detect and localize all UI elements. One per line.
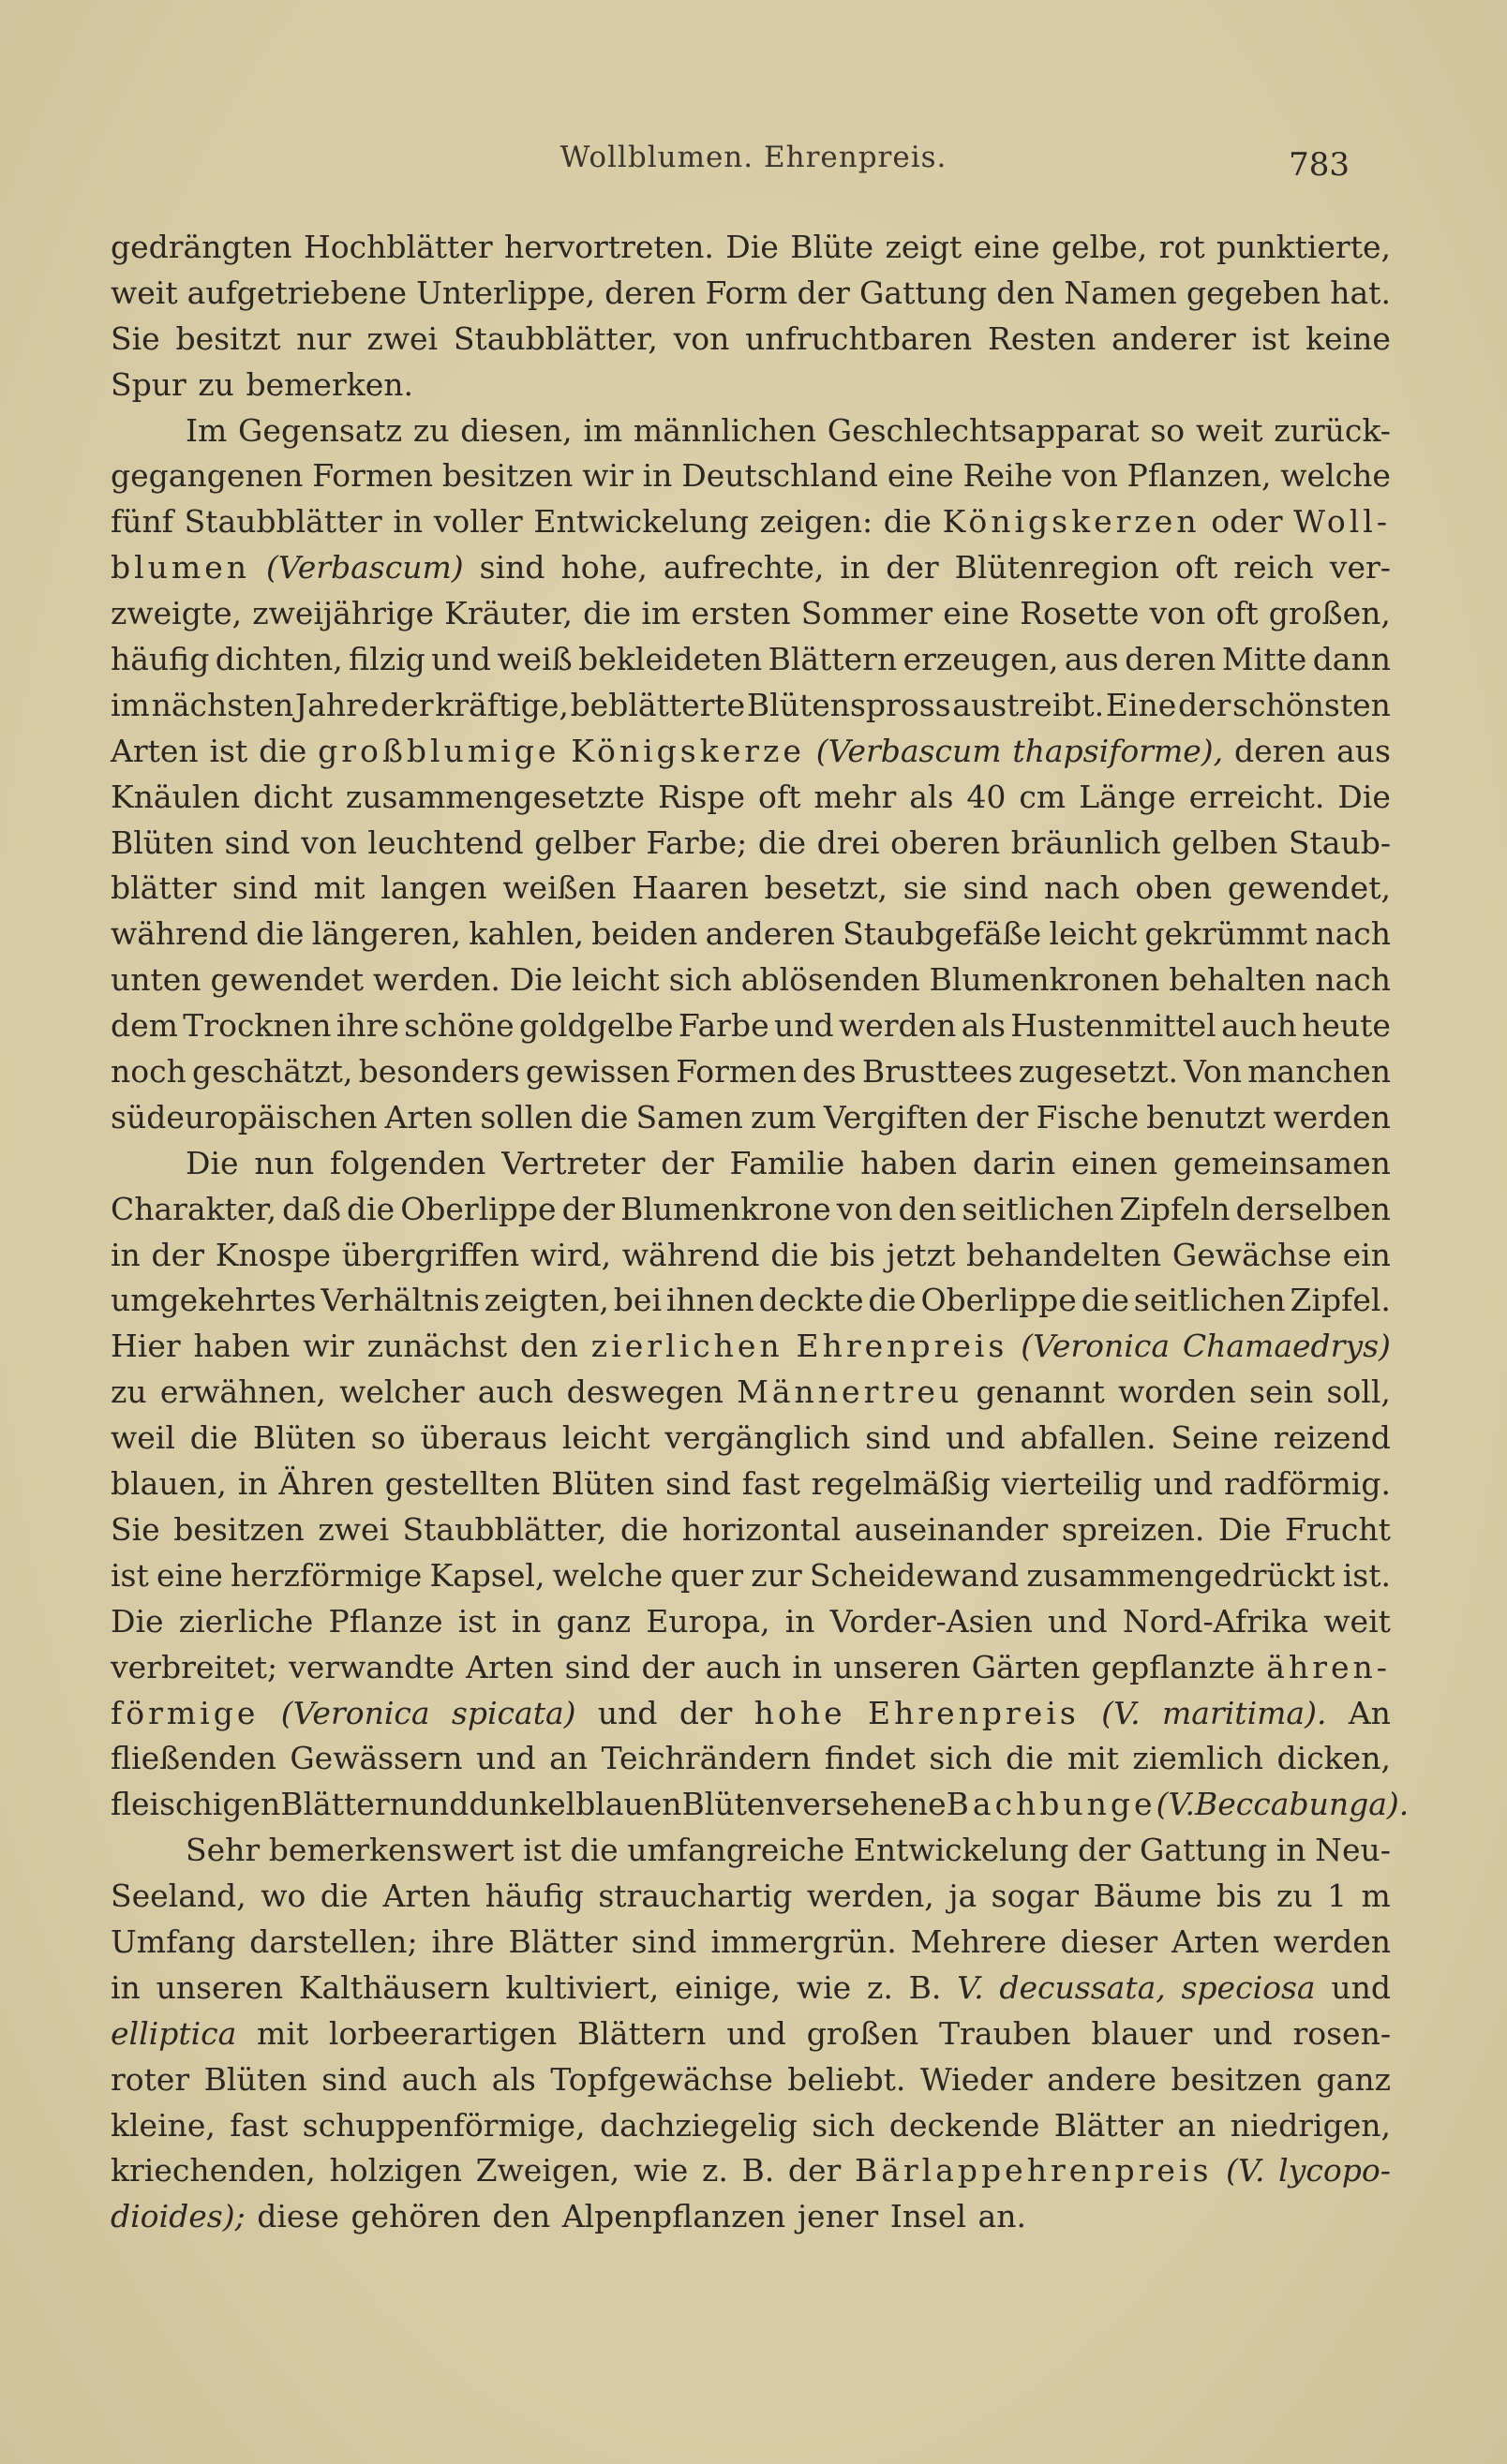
text-line: in unseren Kalthäusern kultiviert, einige, wie z. B. V. decussata, speciosa und — [111, 1968, 1391, 2006]
text-line: ist eine herzförmige Kapsel, welche quer zur Scheidewand zusammengedrückt ist. — [111, 1556, 1391, 1594]
text-line: Im Gegensatz zu diesen, im männlichen Geschlechtsapparat so weit zurück- — [186, 411, 1391, 449]
text-line: Blüten sind von leuchtend gelber Farbe; die drei oberen bräunlich gelben Staub- — [111, 824, 1391, 861]
text-line: roter Blüten sind auch als Topfgewächse beliebt. Wieder andere besitzen ganz — [111, 2060, 1391, 2098]
text-line: Sie besitzt nur zwei Staubblätter, von unfruchtbaren Resten anderer ist keine — [111, 319, 1391, 357]
text-line: Sie besitzen zwei Staubblätter, die horizontal auseinander spreizen. Die Frucht — [111, 1510, 1391, 1548]
text-line: blumen (Verbascum) sind hohe, aufrechte, in der Blütenregion oft reich ver- — [111, 549, 1391, 586]
text-line: weit aufgetriebene Unterlippe, deren Form der Gattung den Namen gegeben hat. — [111, 274, 1391, 311]
text-line: Sehr bemerkenswert ist die umfangreiche Entwickelung der Gattung in Neu- — [186, 1832, 1391, 1869]
text-line: umgekehrtes Verhältnis zeigten, bei ihnen deckte die Oberlippe die seitlichen Zipfel. — [111, 1282, 1391, 1319]
page-number: 783 — [1289, 146, 1350, 184]
text-line: kleine, fast schuppenförmige, dachziegelig sich deckende Blätter an niedrigen, — [111, 2106, 1391, 2144]
text-line: verbreitet; verwandte Arten sind der auch in unseren Gärten gepflanzte ähren- — [111, 1648, 1391, 1685]
text-line: fünf Staubblätter in voller Entwickelung zeigen: die Königskerzen oder Woll- — [111, 503, 1391, 541]
text-line: noch geschätzt, besonders gewissen Formen des Brusttees zugesetzt. Von manchen — [111, 1053, 1391, 1091]
text-line: förmige (Veronica spicata) und der hohe Ehrenpreis (V. maritima). An — [111, 1694, 1391, 1731]
text-line: blätter sind mit langen weißen Haaren besetzt, sie sind nach oben gewendet, — [111, 869, 1391, 907]
text-line: häufig dichten, filzig und weiß bekleideten Blättern erzeugen, aus deren Mitte dann — [111, 641, 1391, 678]
text-line: in der Knospe übergriffen wird, während die bis jetzt behandelten Gewächse ein — [111, 1236, 1391, 1273]
text-line: kriechenden, holzigen Zweigen, wie z. B. der Bärlappehrenpreis (V. lycopo- — [111, 2152, 1391, 2189]
text-line: während die längeren, kahlen, beiden anderen Staubgefäße leicht gekrümmt nach — [111, 915, 1391, 953]
text-line: Seeland, wo die Arten häufig strauchartig werden, ja sogar Bäume bis zu 1 m — [111, 1878, 1391, 1915]
text-line: gedrängten Hochblätter hervortreten. Die Blüte zeigt eine gelbe, rot punktierte, — [111, 229, 1391, 265]
body-text — [111, 225, 1410, 2240]
running-head: Wollblumen. Ehrenpreis. — [560, 141, 947, 174]
text-line: Umfang darstellen; ihre Blätter sind immergrün. Mehrere dieser Arten werden — [111, 1922, 1391, 1960]
text-line: dioides); diese gehören den Alpenpflanzen jener Insel an. — [111, 2198, 1026, 2235]
text-line: im nächsten Jahre der kräftige, beblätterte Blütenspross austreibt. Eine der schönsten — [111, 686, 1391, 723]
text-line: weil die Blüten so überaus leicht vergänglich sind und abfallen. Seine reizend — [111, 1419, 1391, 1457]
text-line: Arten ist die großblumige Königskerze (Verbascum thapsiforme), deren aus — [111, 732, 1391, 769]
text-line: fließenden Gewässern und an Teichrändern findet sich die mit ziemlich dicken, — [111, 1740, 1391, 1777]
text-line: gegangenen Formen besitzen wir in Deutschland eine Reihe von Pflanzen, welche — [111, 457, 1391, 495]
text-line: Die zierliche Pflanze ist in ganz Europa, in Vorder-Asien und Nord-Afrika weit — [111, 1602, 1391, 1640]
text-line: Hier haben wir zunächst den zierlichen Ehrenpreis (Veronica Chamaedrys) — [111, 1328, 1391, 1365]
text-line: zu erwähnen, welcher auch deswegen Männertreu genannt worden sein soll, — [111, 1373, 1391, 1411]
text-line: elliptica mit lorbeerartigen Blättern und großen Trauben blauer und rosen- — [111, 2014, 1391, 2052]
text-line: Spur zu bemerken. — [111, 365, 413, 403]
text-line: zweigte, zweijährige Kräuter, die im ersten Sommer eine Rosette von oft großen, — [111, 595, 1391, 632]
text-line: südeuropäischen Arten sollen die Samen zum Vergiften der Fische benutzt werden — [111, 1098, 1391, 1136]
text-line: dem Trocknen ihre schöne goldgelbe Farbe und werden als Hustenmittel auch heute — [111, 1007, 1391, 1045]
text-line: Die nun folgenden Vertreter der Familie haben darin einen gemeinsamen — [186, 1144, 1391, 1181]
text-line: blauen, in Ähren gestellten Blüten sind fast regelmäßig vierteilig und radförmig. — [111, 1465, 1391, 1503]
text-line: fleischigen Blättern und dunkelblauen Blüten versehene Bachbunge (V. Beccabunga). — [111, 1786, 1410, 1823]
text-line: unten gewendet werden. Die leicht sich ablösenden Blumenkronen behalten nach — [111, 961, 1391, 999]
text-line: Knäulen dicht zusammengesetzte Rispe oft mehr als 40 cm Länge erreicht. Die — [111, 778, 1391, 815]
text-line: Charakter, daß die Oberlippe der Blumenkrone von den seitlichen Zipfeln derselben — [111, 1190, 1391, 1227]
